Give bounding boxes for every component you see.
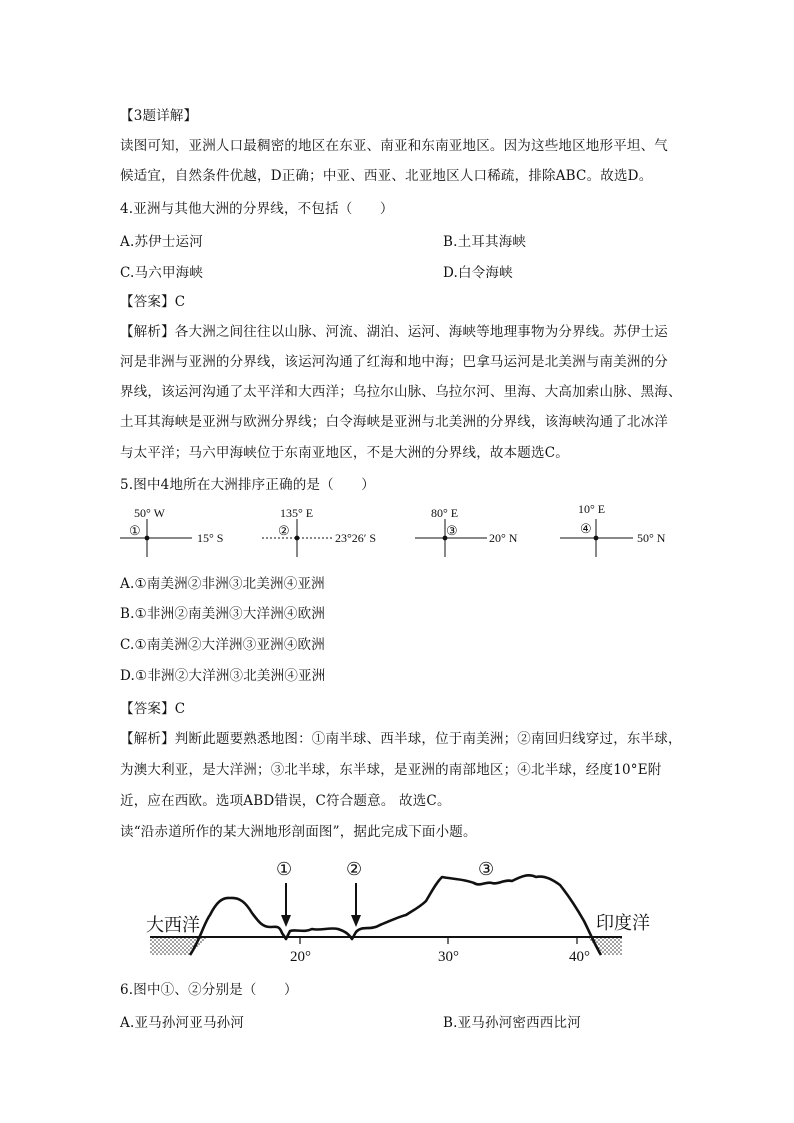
q4-analysis-5: 与太平洋；马六甲海峡位于东南亚地区，不是大洲的分界线，故本题选C。 [120,445,569,461]
q4-answer: 【答案】C [120,294,186,310]
terrain-profile-line [190,875,601,955]
diagram-2-latitude: 23°26′ S [335,531,377,545]
profile-intro: 读“沿赤道所作的某大洲地形剖面图”，据此完成下面小题。 [120,824,477,840]
q5-analysis-3: 近，应在西欧。选项ABD错误，C符合题意。 故选C。 [120,793,451,809]
tick-30: 30° [438,949,459,965]
marker-1-label: ① [276,859,293,879]
q6-option-b: B.亚马孙河密西西比河 [443,1015,581,1031]
q5-stem: 5.图中4地所在大洲排序正确的是（ ） [120,477,375,493]
q5-option-a: A.①南美洲②非洲③北美洲④亚洲 [120,576,325,592]
left-ocean-label: 大西洋 [146,915,200,935]
marker-3-label: ③ [478,859,495,879]
diagram-4-marker: ④ [580,521,592,536]
diagram-4-longitude: 10° E [578,502,606,516]
q5-analysis-1: 【解析】判断此题要熟悉地图：①南半球、西半球，位于南美洲；②南回归线穿过，东半球， [120,731,682,747]
q3-line-2: 候适宜，自然条件优越，D正确；中亚、西亚、北亚地区人口稀疏，排除ABC。故选D。 [120,168,653,184]
q3-heading: 【3题详解】 [120,108,198,124]
coordinate-diagram-3 [415,506,518,557]
marker-2-label: ② [346,859,363,879]
diagram-1-longitude: 50° W [134,506,165,520]
q6-option-a: A.亚马孙河亚马孙河 [120,1015,245,1031]
q5-option-b: B.①非洲②南美洲③大洋洲④欧洲 [120,606,326,622]
q4-option-b: B.土耳其海峡 [443,234,527,250]
diagram-3-latitude: 20° N [489,531,518,545]
coordinate-diagram-4 [560,502,666,557]
q5-coordinate-diagrams [0,495,794,560]
diagram-1-latitude: 15° S [197,531,224,545]
q4-analysis-2: 河是非洲与亚洲的分界线，该运河沟通了红海和地中海；巴拿马运河是北美洲与南美洲的分 [120,354,668,370]
q4-option-d: D.白令海峡 [443,265,513,281]
q4-stem: 4.亚洲与其他大洲的分界线，不包括（ ） [120,201,394,217]
marker-2-arrowhead [351,915,361,927]
q4-option-c: C.马六甲海峡 [120,265,204,281]
q5-analysis-2: 为澳大利亚，是大洋洲；③北半球，东半球，是亚洲的南部地区；④北半球，经度10°E附 [120,762,662,778]
diagram-3-marker: ③ [446,523,458,538]
diagram-2-longitude: 135° E [280,506,314,520]
q4-option-a: A.苏伊士运河 [120,234,203,250]
terrain-profile-diagram [0,845,794,970]
tick-40: 40° [569,949,590,965]
right-ocean-label: 印度洋 [596,913,650,933]
q5-option-d: D.①非洲②大洋洲③北美洲④亚洲 [120,668,326,684]
tick-20: 20° [290,949,311,965]
diagram-4-latitude: 50° N [637,531,666,545]
q5-answer: 【答案】C [120,701,186,717]
diagram-3-longitude: 80° E [431,506,459,520]
q4-analysis-3: 界线，该运河沟通了太平洋和大西洋；乌拉尔山脉、乌拉尔河、里海、大高加索山脉、黑海、 [120,384,682,400]
coordinate-diagram-1 [120,506,223,557]
q4-analysis-4: 土耳其海峡是亚洲与欧洲分界线；白令海峡是亚洲与北美洲的分界线，该海峡沟通了北冰洋 [120,414,668,430]
coordinate-diagram-2 [262,506,376,557]
diagram-1-marker: ① [129,523,141,538]
q4-analysis-1: 【解析】各大洲之间往往以山脉、河流、湖泊、运河、海峡等地理事物为分界线。苏伊士运 [120,324,668,340]
diagram-2-marker: ② [278,523,290,538]
q3-line-1: 读图可知，亚洲人口最稠密的地区在东亚、南亚和东南亚地区。因为这些地区地形平坦、气 [120,138,668,154]
q5-option-c: C.①南美洲②大洋洲③亚洲④欧洲 [120,637,325,653]
marker-1-arrowhead [281,915,291,927]
q6-stem: 6.图中①、②分别是（ ） [120,982,298,998]
